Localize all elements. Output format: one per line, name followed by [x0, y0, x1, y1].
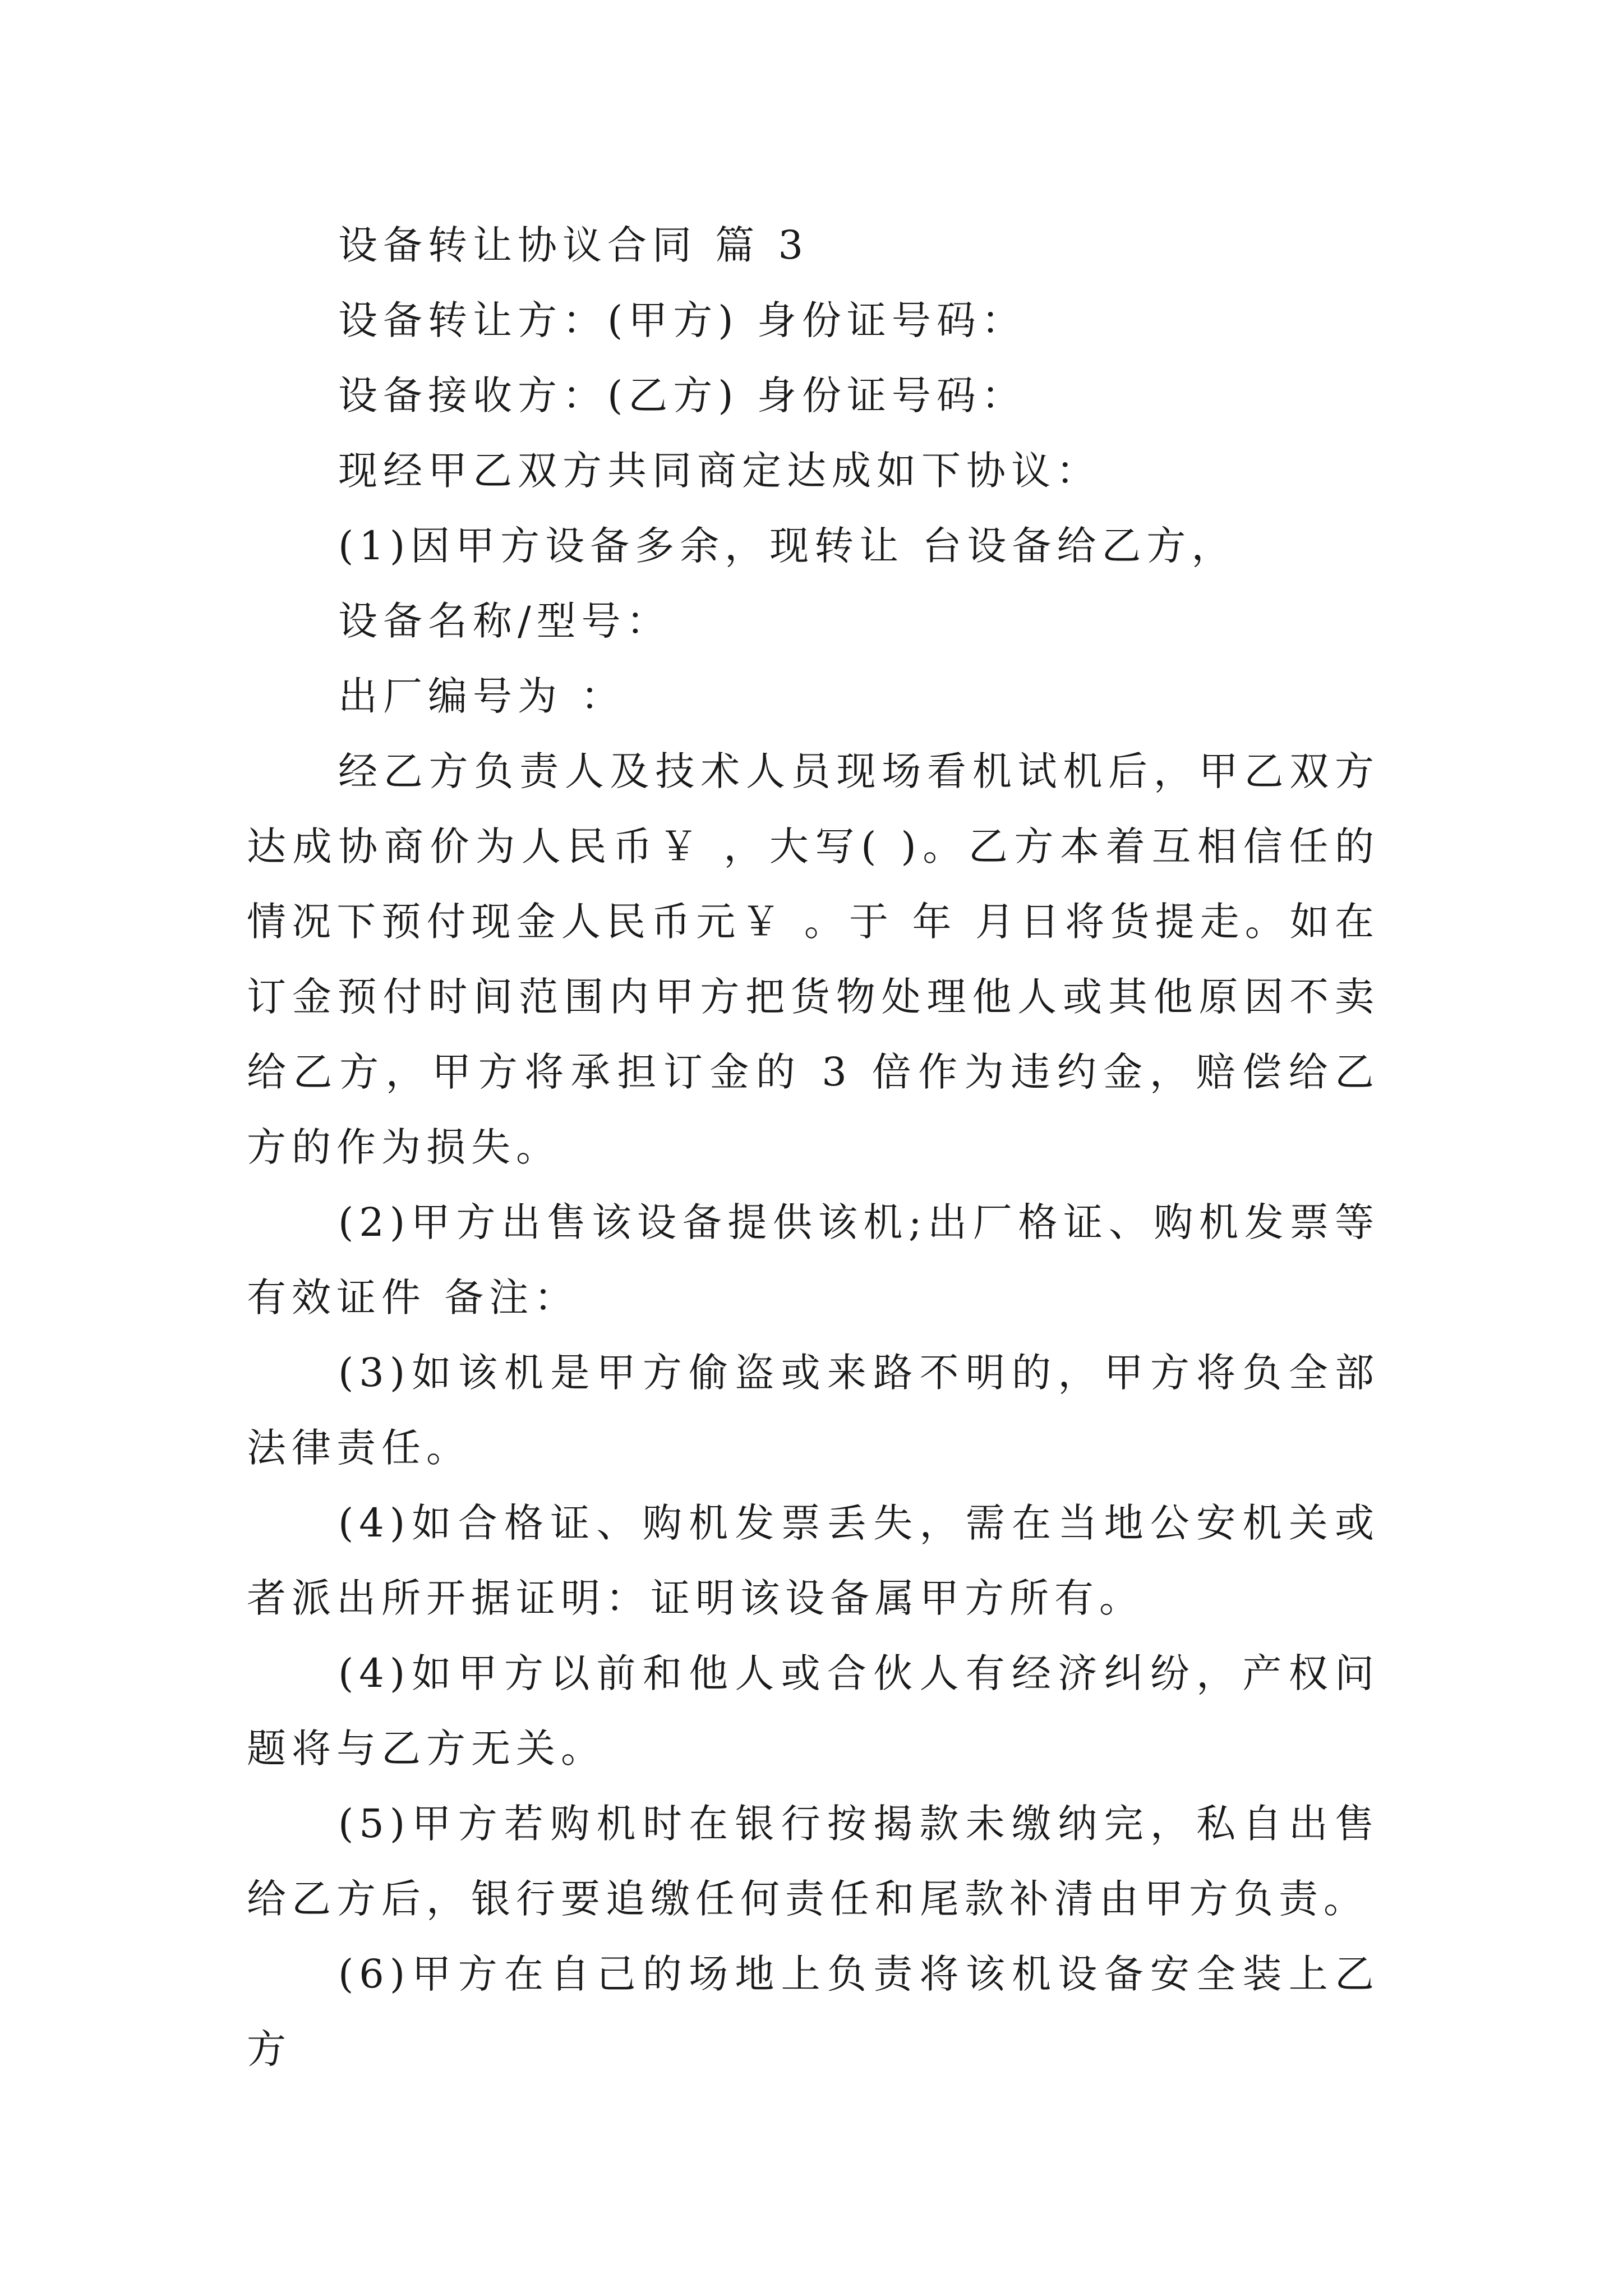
price-paragraph: 经乙方负责人及技术人员现场看机试机后，甲乙双方达成协商价为人民币￥ ，大写( )。乙方本着互相信任的情况下预付现金人民币元￥ 。于 年 月日将货提走。如在订金预付时间范围内甲方把货物处理他人或其他原因不卖给乙方，甲方将承担订金的 3 倍作为违约金，赔偿给乙方的作为损失。 [247, 748, 1380, 1170]
clause-5: (5)甲方若购机时在银行按揭款未缴纳完，私自出售给乙方后，银行要追缴任何责任和尾款补清由甲方负责。 [247, 1801, 1380, 1922]
document-body [247, 208, 1380, 2087]
clause-4a: (4)如合格证、购机发票丢失，需在当地公安机关或者派出所开据证明：证明该设备属甲方所有。 [247, 1500, 1380, 1621]
clause-2: (2)甲方出售该设备提供该机;出厂格证、购机发票等有效证件 备注： [247, 1199, 1380, 1320]
clause-4b: (4)如甲方以前和他人或合伙人有经济纠纷，产权问题将与乙方无关。 [247, 1650, 1380, 1772]
clause-1: (1)因甲方设备多余，现转让 台设备给乙方， [338, 523, 1237, 569]
serial-number-line: 出厂编号为 ： [338, 673, 626, 719]
equipment-model-line: 设备名称/型号： [338, 598, 671, 644]
clause-3: (3)如该机是甲方偷盗或来路不明的，甲方将负全部法律责任。 [247, 1350, 1380, 1471]
agreement-intro: 现经甲乙双方共同商定达成如下协议： [338, 448, 1101, 494]
transferor-line: 设备转让方：(甲方) 身份证号码： [338, 297, 1026, 343]
document-title: 设备转让协议合同 篇 3 [338, 222, 809, 268]
receiver-line: 设备接收方：(乙方) 身份证号码： [338, 372, 1026, 418]
clause-6: (6)甲方在自己的场地上负责将该机设备安全装上乙方 [247, 1951, 1380, 2072]
